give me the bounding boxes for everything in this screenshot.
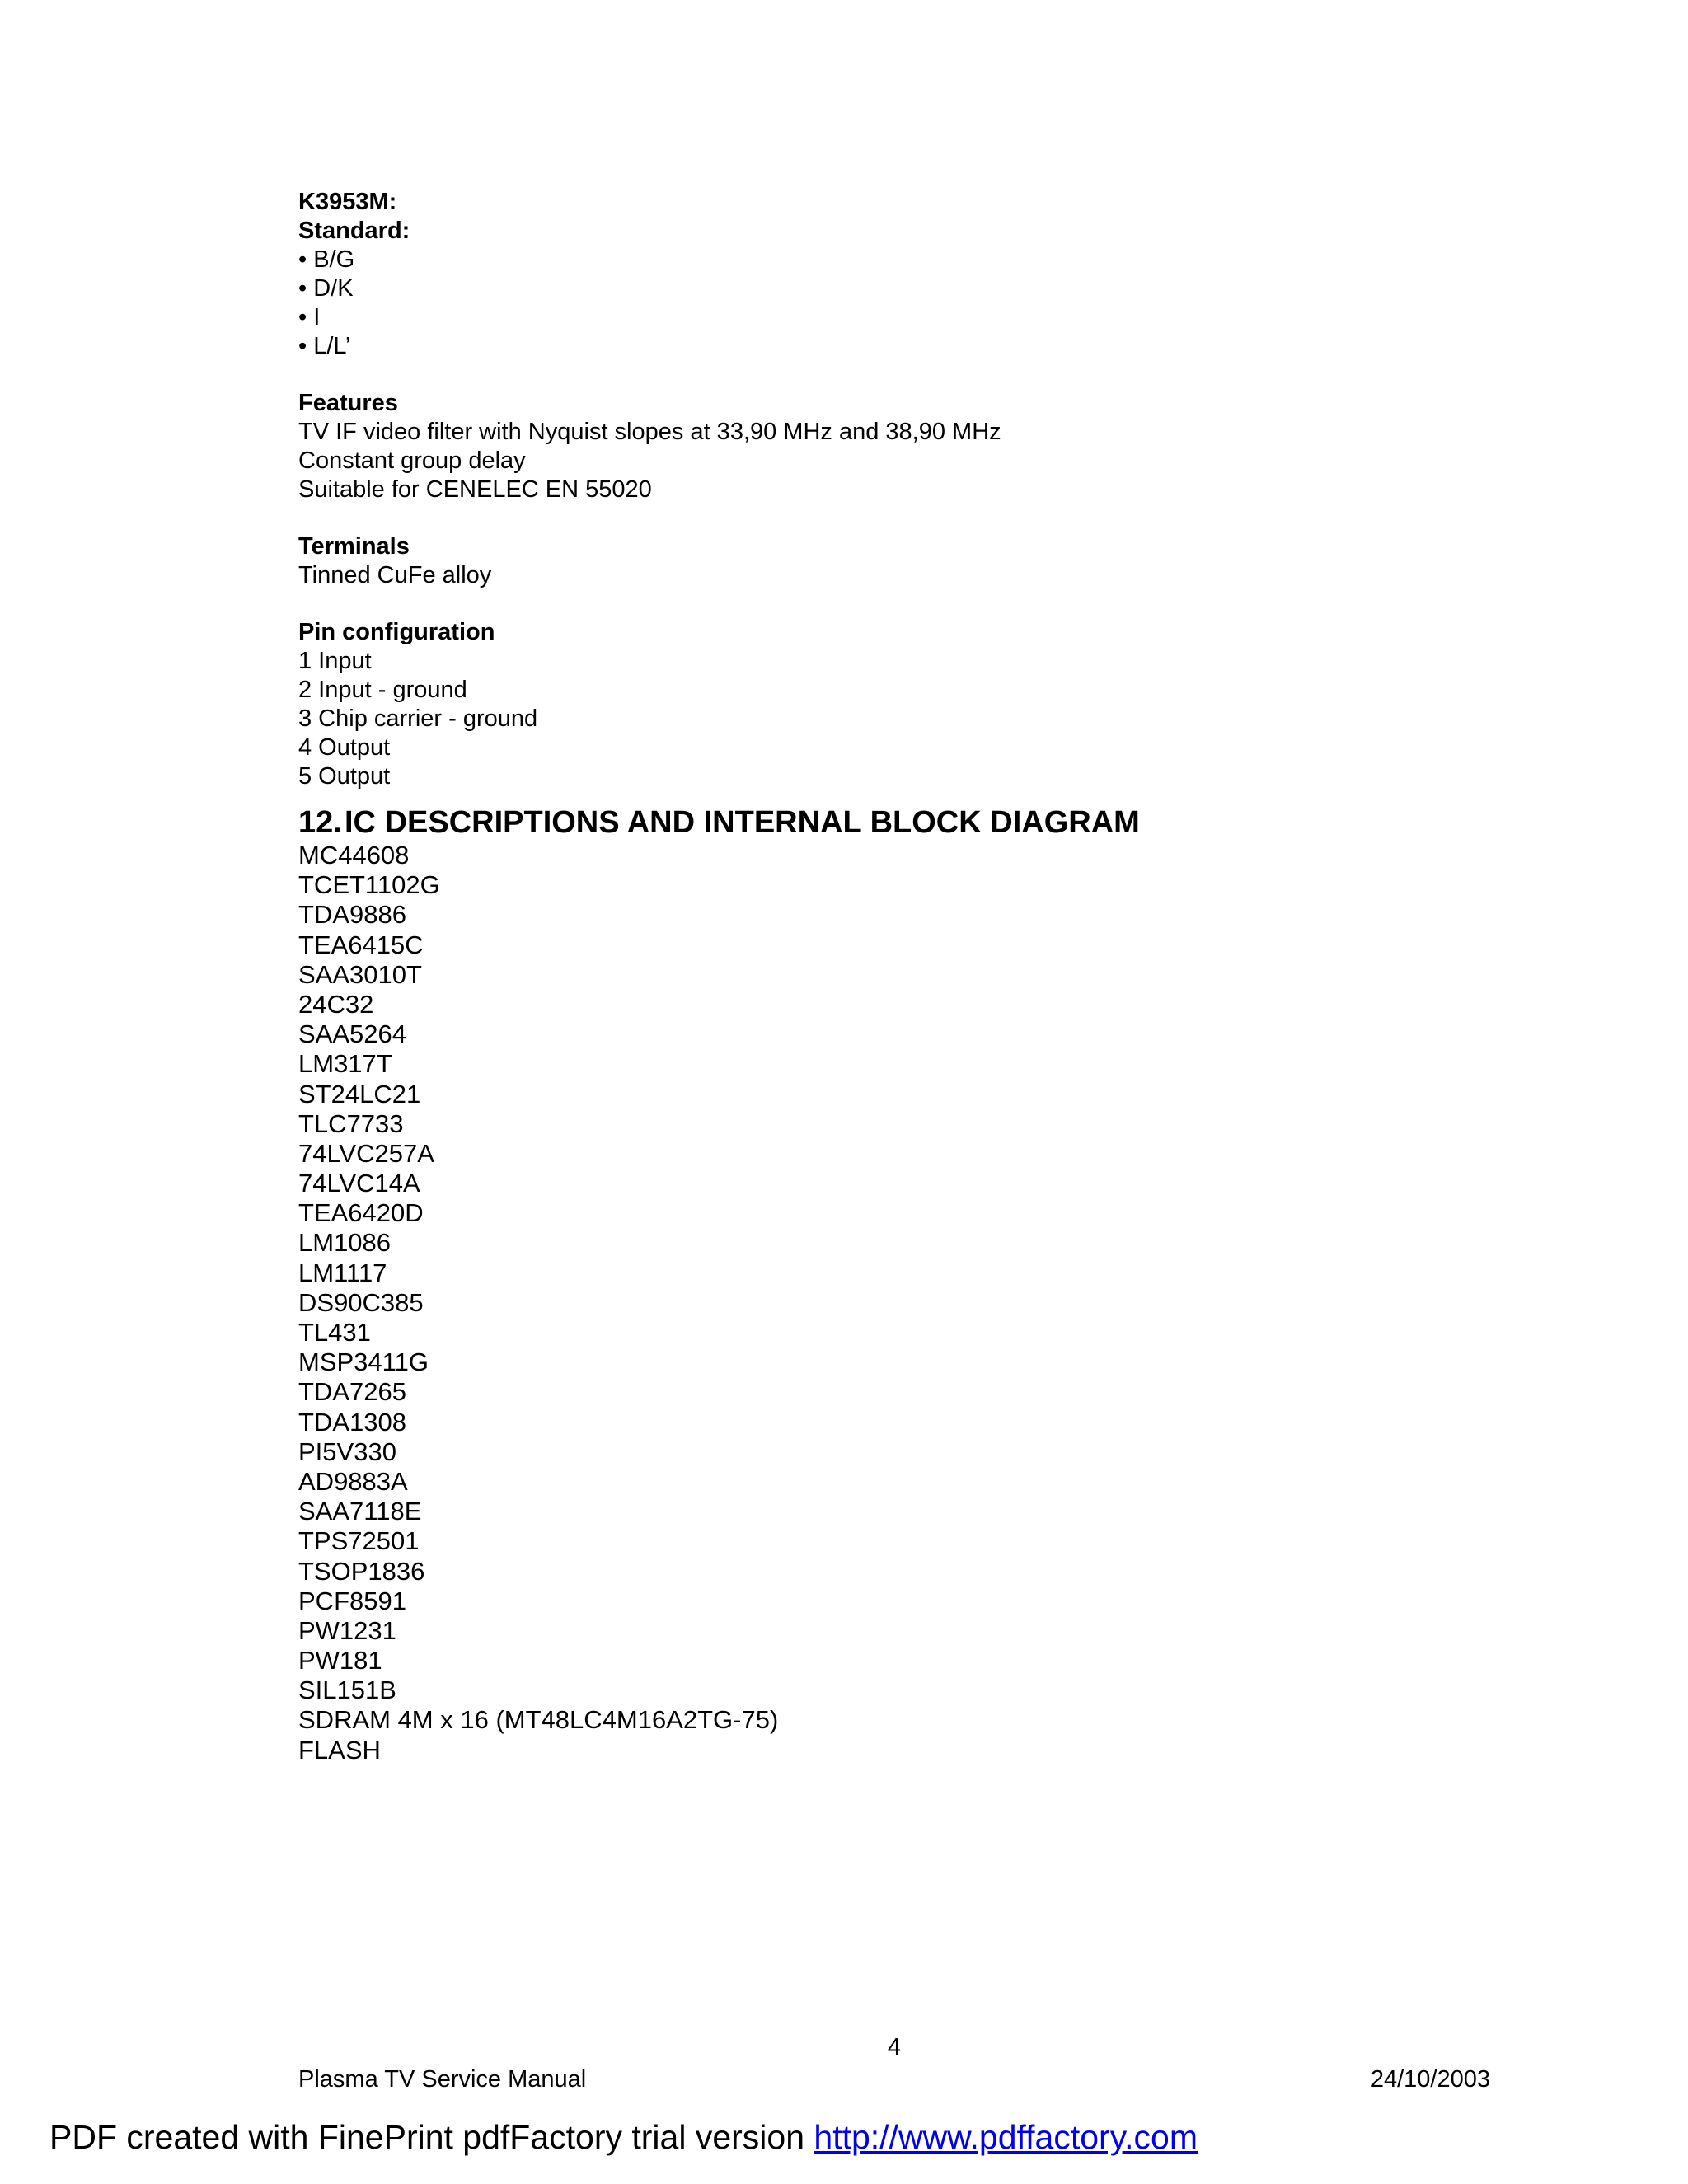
ic-item: TLC7733: [298, 1108, 404, 1138]
ic-item: MSP3411G: [298, 1347, 429, 1377]
part-label: K3953M:: [298, 189, 397, 215]
pin-config-line: 3 Chip carrier - ground: [298, 705, 538, 732]
pin-config-line: 2 Input - ground: [298, 677, 467, 703]
pdf-banner: [49, 2118, 1198, 2157]
ic-item: LM317T: [298, 1049, 392, 1079]
section-number: 12.: [298, 805, 342, 840]
page-number: 4: [887, 2034, 902, 2060]
ic-item: ST24LC21: [298, 1079, 421, 1108]
standards-list: [298, 246, 1493, 361]
footer-date: 24/10/2003: [1370, 2066, 1490, 2093]
features-heading: Features: [298, 390, 398, 416]
ic-item: SIL151B: [298, 1675, 396, 1705]
ic-item: TEA6415C: [298, 930, 424, 959]
ic-item: PCF8591: [298, 1586, 406, 1615]
ic-item: 74LVC14A: [298, 1169, 420, 1198]
ic-item: SDRAM 4M x 16 (MT48LC4M16A2TG-75): [298, 1705, 779, 1735]
pin-config-line: 5 Output: [298, 763, 391, 790]
features-line: Constant group delay: [298, 448, 526, 474]
ic-item: AD9883A: [298, 1466, 408, 1496]
pin-config-heading: Pin configuration: [298, 619, 495, 645]
list-item: • L/L’: [298, 333, 351, 359]
section-heading: [298, 804, 1493, 841]
terminals-heading: Terminals: [298, 533, 410, 560]
ic-item: FLASH: [298, 1735, 381, 1765]
ic-item: SAA7118E: [298, 1497, 422, 1526]
manual-title: Plasma TV Service Manual: [298, 2066, 587, 2093]
ic-item: TDA9886: [298, 900, 406, 930]
ic-item: LM1117: [298, 1258, 387, 1287]
section-title: IC DESCRIPTIONS AND INTERNAL BLOCK DIAGRAM: [345, 805, 1140, 840]
ic-item: LM1086: [298, 1228, 392, 1258]
ic-item: TDA1308: [298, 1407, 406, 1436]
ic-item: 74LVC257A: [298, 1138, 434, 1168]
ic-item: TDA7265: [298, 1377, 406, 1407]
pin-config-line: 4 Output: [298, 734, 391, 761]
ic-item: SAA3010T: [298, 959, 422, 989]
ic-item: PW181: [298, 1646, 382, 1675]
pin-config-line: 1 Input: [298, 648, 372, 674]
list-item: • D/K: [298, 275, 354, 302]
ic-list: [298, 841, 1493, 1765]
terminals-line: Tinned CuFe alloy: [298, 562, 492, 588]
ic-item: TEA6420D: [298, 1198, 424, 1228]
list-item: • I: [298, 304, 321, 330]
features-line: Suitable for CENELEC EN 55020: [298, 476, 652, 503]
ic-item: PI5V330: [298, 1436, 396, 1466]
ic-item: TCET1102G: [298, 870, 440, 900]
features-line: TV IF video filter with Nyquist slopes at 33,90 MHz and 38,90 MHz: [298, 419, 1001, 445]
ic-item: DS90C385: [298, 1287, 424, 1317]
ic-item: SAA5264: [298, 1019, 406, 1049]
banner-text: PDF created with FinePrint pdfFactory trial version: [49, 2118, 814, 2156]
ic-item: TSOP1836: [298, 1556, 425, 1586]
ic-item: PW1231: [298, 1615, 396, 1645]
list-item: • B/G: [298, 246, 355, 273]
banner-link[interactable]: http://www.pdffactory.com: [814, 2118, 1198, 2156]
page-content: [298, 188, 1493, 1765]
ic-item: 24C32: [298, 989, 374, 1019]
ic-item: MC44608: [298, 841, 410, 869]
ic-item: TPS72501: [298, 1526, 420, 1556]
ic-item: TL431: [298, 1318, 371, 1347]
standard-label: Standard:: [298, 218, 410, 244]
